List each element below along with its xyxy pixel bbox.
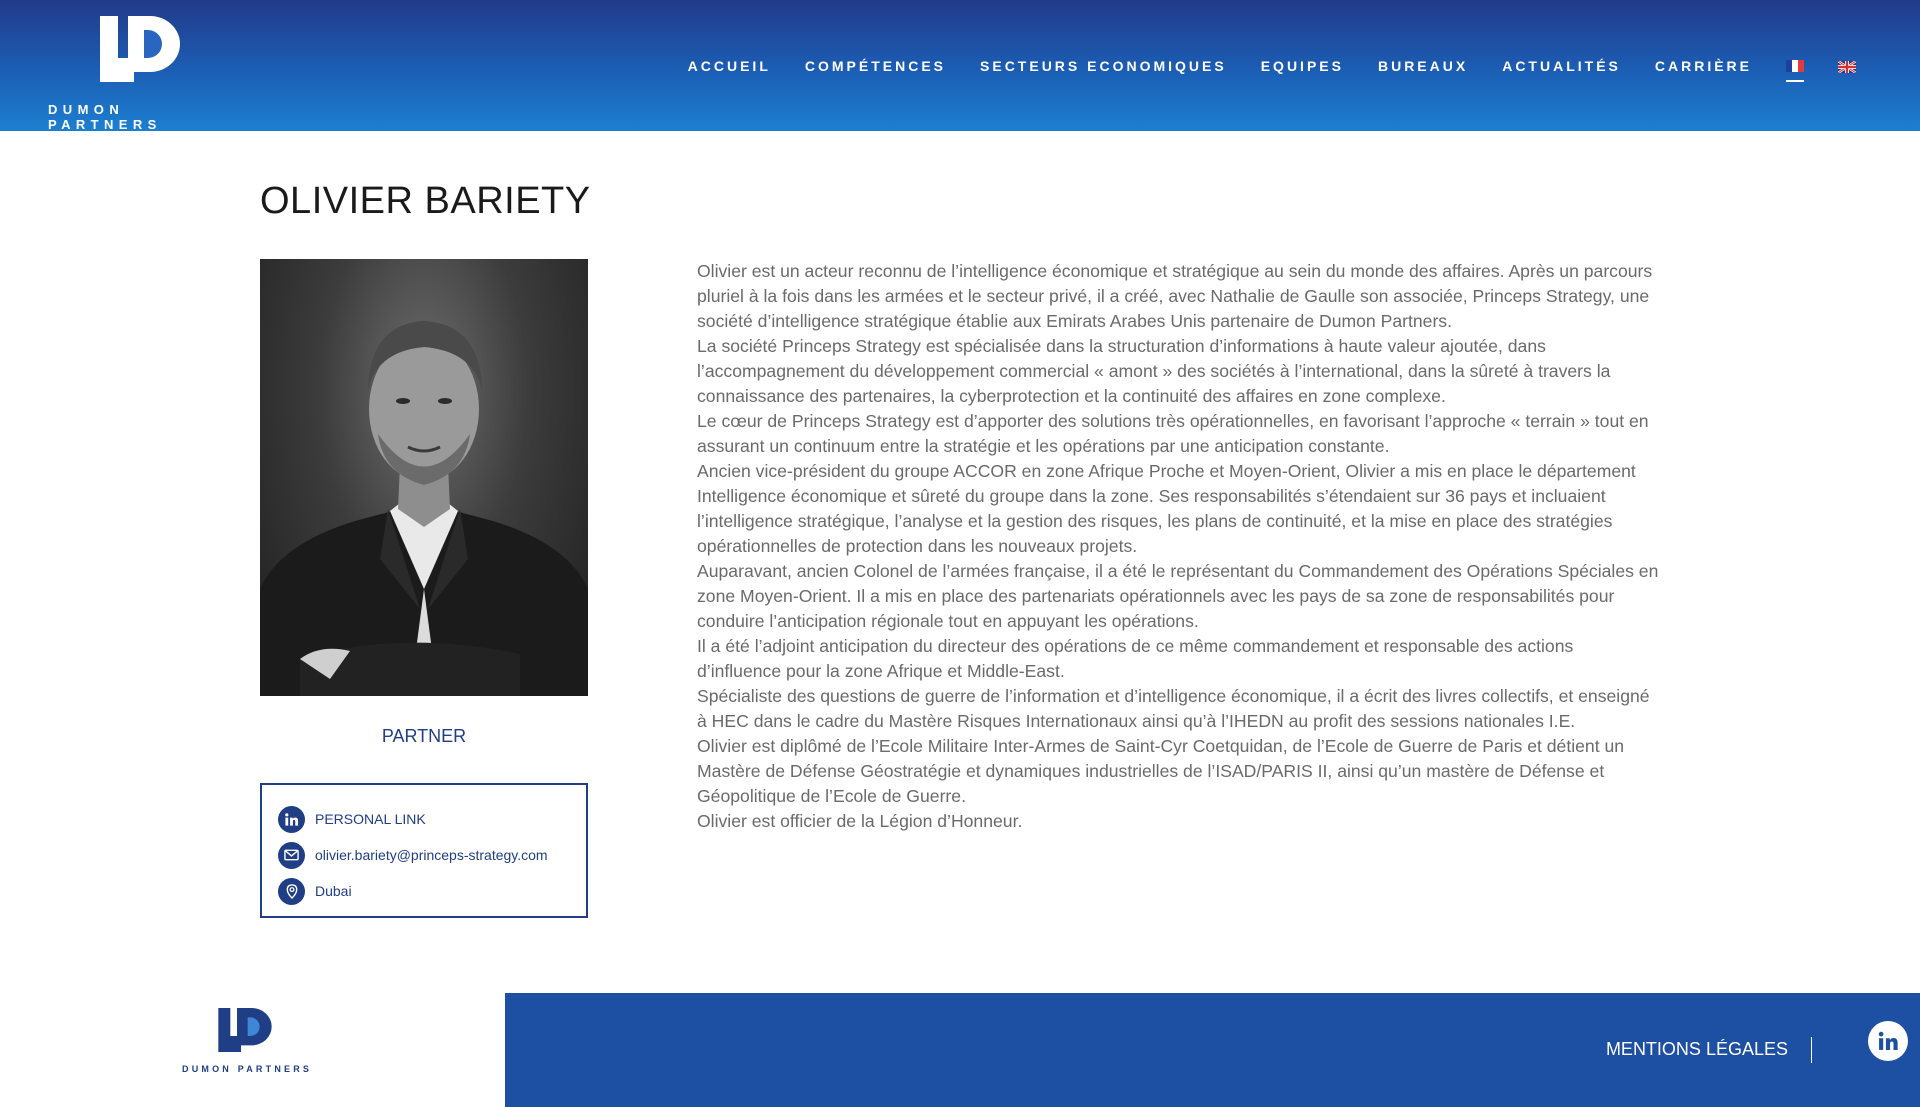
location-pin-icon [278, 878, 305, 905]
site-header [0, 0, 1920, 131]
footer-divider [1811, 1037, 1812, 1063]
location-text: Dubai [315, 883, 352, 899]
nav-item-secteurs[interactable]: SECTEURS ECONOMIQUES [980, 58, 1227, 74]
bio-paragraph: Ancien vice-président du groupe ACCOR en zone Afrique Proche et Moyen-Orient, Olivier a mis en place le département Intelligence économique et sûreté du groupe dans la zone. Ses responsabilités s’étendaient sur 36 pays et incluaient l’intelligence stratégique, l’analyse et la gestion des risques, les plans de continuité, et la mise en place des stratégies opérationnelles de protection dans les nouveaux projets. [697, 461, 1636, 556]
bio-paragraph: Il a été l’adjoint anticipation du directeur des opérations de ce même commandement et responsable des actions d’influence pour la zone Afrique et Middle-East. [697, 636, 1574, 681]
profile-role: PARTNER [381, 726, 467, 746]
nav-item-actualites[interactable]: ACTUALITÉS [1502, 58, 1621, 74]
bio-paragraph: La société Princeps Strategy est spécialisée dans la structuration d’informations à haute valeur ajoutée, dans l’accompagnement du développement commercial « amont » des sociétés à l’international, dans la sûreté à travers la connaissance des partenaires, la cyberprotection et la continuité des affaires en zone complexe. [697, 336, 1611, 406]
contact-link-row[interactable] [278, 801, 570, 837]
nav-item-equipes[interactable]: EQUIPES [1260, 58, 1344, 74]
bio-paragraph: Le cœur de Princeps Strategy est d’apporter des solutions très opérationnelles, en favorisant l’approche « terrain » tout en assurant un continuum entre la stratégie et les opérations par une anticipation constante. [697, 411, 1649, 456]
portrait-illustration [260, 259, 588, 696]
contact-card [260, 783, 588, 918]
nav-item-accueil[interactable]: ACCUEIL [687, 58, 771, 74]
footer-logo[interactable] [182, 1008, 312, 1088]
dp-logo-icon [100, 16, 180, 82]
flag-fr-icon[interactable] [1786, 60, 1804, 72]
personal-link[interactable]: PERSONAL LINK [315, 811, 426, 827]
brand-logo[interactable] [48, 16, 238, 132]
bio-paragraph: Spécialiste des questions de guerre de l’information et d’intelligence économique, il a écrit des livres collectifs, et enseigné à HEC dans le cadre du Mastère Risques Internationaux ainsi qu’à l’IHEDN au profit des sessions nationales I.E. [697, 686, 1650, 731]
nav-item-bureaux[interactable]: BUREAUX [1377, 58, 1469, 74]
email-link[interactable]: olivier.bariety@princeps-strategy.com [315, 847, 548, 863]
bio-paragraph: Auparavant, ancien Colonel de l’armées française, il a été le représentant du Commandement des Opérations Spéciales en zone Moyen-Orient. Il a mis en place des partenariats opérationnels avec les pays de sa zone de responsabilités pour conduire l’anticipation régionale tout en appuyant les opérations. [697, 561, 1659, 631]
contact-location-row [278, 873, 570, 909]
flag-uk-icon[interactable] [1838, 60, 1856, 72]
mail-icon [278, 842, 305, 869]
linkedin-icon[interactable] [1868, 1021, 1908, 1061]
page-title: OLIVIER BARIETY [260, 180, 591, 222]
main-nav [688, 54, 1856, 78]
nav-item-competences[interactable]: COMPÉTENCES [804, 58, 947, 74]
legal-notice-link[interactable]: MENTIONS LÉGALES [1605, 1039, 1788, 1059]
footer-bar [505, 993, 1920, 1107]
bio-paragraph: Olivier est officier de la Légion d’Honneur. [697, 811, 1023, 831]
bio-paragraph: Olivier est un acteur reconnu de l’intelligence économique et stratégique au sein du monde des affaires. Après un parcours pluriel à la fois dans les armées et le secteur privé, il a créé, avec Nathalie de Gaulle son associée, Princeps Strategy, une société d’intelligence stratégique établie aux Emirats Arabes Unis partenaire de Dumon Partners. [697, 261, 1653, 331]
footer-brand-name: DUMON PARTNERS [182, 1064, 313, 1074]
biography [697, 259, 1661, 834]
nav-item-carriere[interactable]: CARRIÈRE [1654, 58, 1752, 74]
contact-email-row[interactable] [278, 837, 570, 873]
brand-name: DUMON PARTNERS [48, 102, 162, 132]
profile-photo [260, 259, 588, 696]
bio-paragraph: Olivier est diplômé de l’Ecole Militaire Inter-Armes de Saint-Cyr Coetquidan, de l’Ecole de Guerre de Paris et détient un Mastère de Défense Géostratégie et dynamiques industrielles de l’ISAD/PARIS II, ainsi qu’un mastère de Défense et Géopolitique de l’Ecole de Guerre. [697, 736, 1625, 806]
dp-logo-icon [218, 1008, 272, 1052]
active-language-underline [1786, 80, 1804, 82]
linkedin-icon [278, 806, 305, 833]
